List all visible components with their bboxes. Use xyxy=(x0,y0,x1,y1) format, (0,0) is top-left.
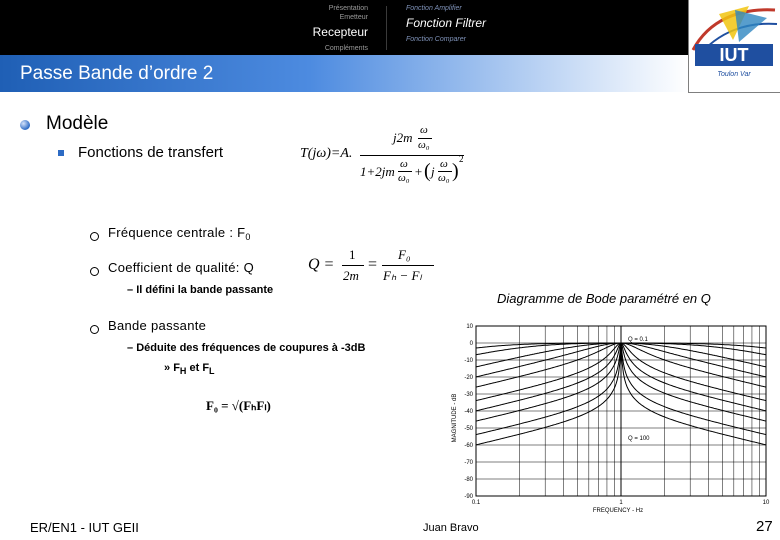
nav-item-presentation[interactable]: Présentation xyxy=(328,5,368,12)
tf-lhs: T(jω)=A. xyxy=(300,146,353,161)
bode-y-ticks xyxy=(464,324,473,500)
iut-logo-icon xyxy=(689,0,780,92)
q-rhs-num: F₀ xyxy=(398,247,411,262)
bp-detail xyxy=(127,342,365,354)
nav-item-fonction-amplifier[interactable]: Fonction Amplifier xyxy=(406,5,462,12)
footer-course: ER/EN1 - IUT GEII xyxy=(30,520,139,535)
bode-label-q-low: Q = 0.1 xyxy=(628,337,648,343)
tf-den-omega-2: ω xyxy=(440,158,448,170)
bode-x-tick-label: 0.1 xyxy=(471,500,481,506)
tf-exponent: 2 xyxy=(459,154,464,164)
q-rhs-den: Fₕ − Fₗ xyxy=(383,268,422,283)
circle-bullet-icon xyxy=(90,267,99,276)
tf-den-omega0: ω₀ xyxy=(398,172,410,184)
bode-label-q-high: Q = 100 xyxy=(628,436,650,442)
item-bande-passante: Bande passante xyxy=(108,318,207,333)
nav-left-group xyxy=(290,4,368,53)
page-number: 27 xyxy=(756,518,773,535)
circle-bullet-icon xyxy=(90,325,99,334)
top-navigation-bar xyxy=(0,0,780,55)
heading-modele: Modèle xyxy=(46,113,109,134)
bode-y-tick-label: -50 xyxy=(464,426,473,432)
bp-fl-sub: L xyxy=(209,366,215,376)
q-lhs: Q = xyxy=(308,256,335,273)
nav-item-recepteur-active[interactable]: Recepteur xyxy=(312,25,368,39)
tf-paren-close: ) xyxy=(452,160,459,182)
tf-den-j: j xyxy=(431,164,435,179)
tf-den-omega: ω xyxy=(400,158,408,170)
q-rhs-line xyxy=(382,265,434,266)
logo-subtitle: Toulon Var xyxy=(717,71,751,78)
q-detail xyxy=(127,284,273,296)
bode-y-tick-label: 10 xyxy=(466,324,473,330)
bode-x-tick-label: 10 xyxy=(762,500,770,506)
logo-text: IUT xyxy=(719,45,749,65)
bode-y-tick-label: -30 xyxy=(464,392,473,398)
tf-num-omega: ω xyxy=(420,124,428,136)
bullet-dot-icon xyxy=(20,120,30,130)
q-eq: = xyxy=(368,256,378,273)
footer-author: Juan Bravo xyxy=(423,522,479,534)
tf-den-omega0-2: ω₀ xyxy=(438,172,450,184)
bp-fh-sub: H xyxy=(179,366,187,376)
nav-item-emetteur[interactable]: Emetteur xyxy=(339,14,368,21)
bode-y-tick-label: -90 xyxy=(464,494,473,500)
nav-right-group xyxy=(406,4,556,44)
bp-subitem xyxy=(164,362,215,376)
nav-item-complements[interactable]: Compléments xyxy=(324,45,368,52)
q-mid-line xyxy=(342,265,364,266)
slide-title: Passe Bande d’ordre 2 xyxy=(20,63,214,84)
bode-plot xyxy=(448,318,772,518)
tf-paren-open: ( xyxy=(424,160,431,182)
bode-y-label: MAGNITUDE - dB xyxy=(452,393,458,443)
item-fc-sub: 0 xyxy=(245,232,251,242)
tf-main-frac-line xyxy=(360,155,464,156)
heading-fonctions-transfert: Fonctions de transfert xyxy=(78,144,224,161)
item-frequence-centrale xyxy=(108,225,251,242)
bode-y-tick-label: -70 xyxy=(464,460,473,466)
tf-num-omega0: ω₀ xyxy=(418,139,430,151)
bode-x-ticks xyxy=(472,500,770,506)
nav-item-fonction-comparer[interactable]: Fonction Comparer xyxy=(406,36,466,43)
dash-icon: – xyxy=(127,284,134,296)
tf-den-a: 1+2jm xyxy=(360,164,395,179)
tf-den-plus: + xyxy=(414,164,423,179)
tf-numerator: j2m xyxy=(393,130,413,145)
dash-icon: – xyxy=(127,342,134,354)
bode-y-tick-label: -10 xyxy=(464,358,473,364)
q-mid-den: 2m xyxy=(343,268,359,283)
bode-x-tick-label: 1 xyxy=(619,500,623,506)
bode-y-tick-label: -60 xyxy=(464,443,473,449)
square-bullet-icon xyxy=(58,150,64,156)
bode-y-tick-label: -20 xyxy=(464,375,473,381)
bode-grid xyxy=(476,326,766,496)
bode-y-tick-label: -80 xyxy=(464,477,473,483)
item-fc-text: Fréquence centrale : F xyxy=(108,225,246,240)
q-mid-num: 1 xyxy=(349,247,356,262)
bode-x-label: FREQUENCY - Hz xyxy=(592,508,644,514)
bp-fh-f: F xyxy=(173,362,180,374)
f0-formula: F₀ = √(FₕFₗ) xyxy=(206,398,271,413)
q-detail-text: Il défini la bande passante xyxy=(136,284,274,296)
bp-detail-text: Déduite des fréquences de coupures à -3dB xyxy=(136,342,366,354)
bode-y-tick-label: 0 xyxy=(469,341,473,347)
bode-y-tick-label: -40 xyxy=(464,409,473,415)
item-coefficient-qualite: Coefficient de qualité: Q xyxy=(108,260,255,275)
slide-title-bar xyxy=(0,55,688,92)
bode-caption: Diagramme de Bode paramétré en Q xyxy=(497,291,711,306)
nav-divider xyxy=(386,6,387,50)
raquo-icon: » xyxy=(164,362,171,374)
nav-item-fonction-filtrer-active[interactable]: Fonction Filtrer xyxy=(406,16,487,30)
iut-logo xyxy=(688,0,780,93)
circle-bullet-icon xyxy=(90,232,99,241)
bp-mid-text: et F xyxy=(186,362,210,374)
